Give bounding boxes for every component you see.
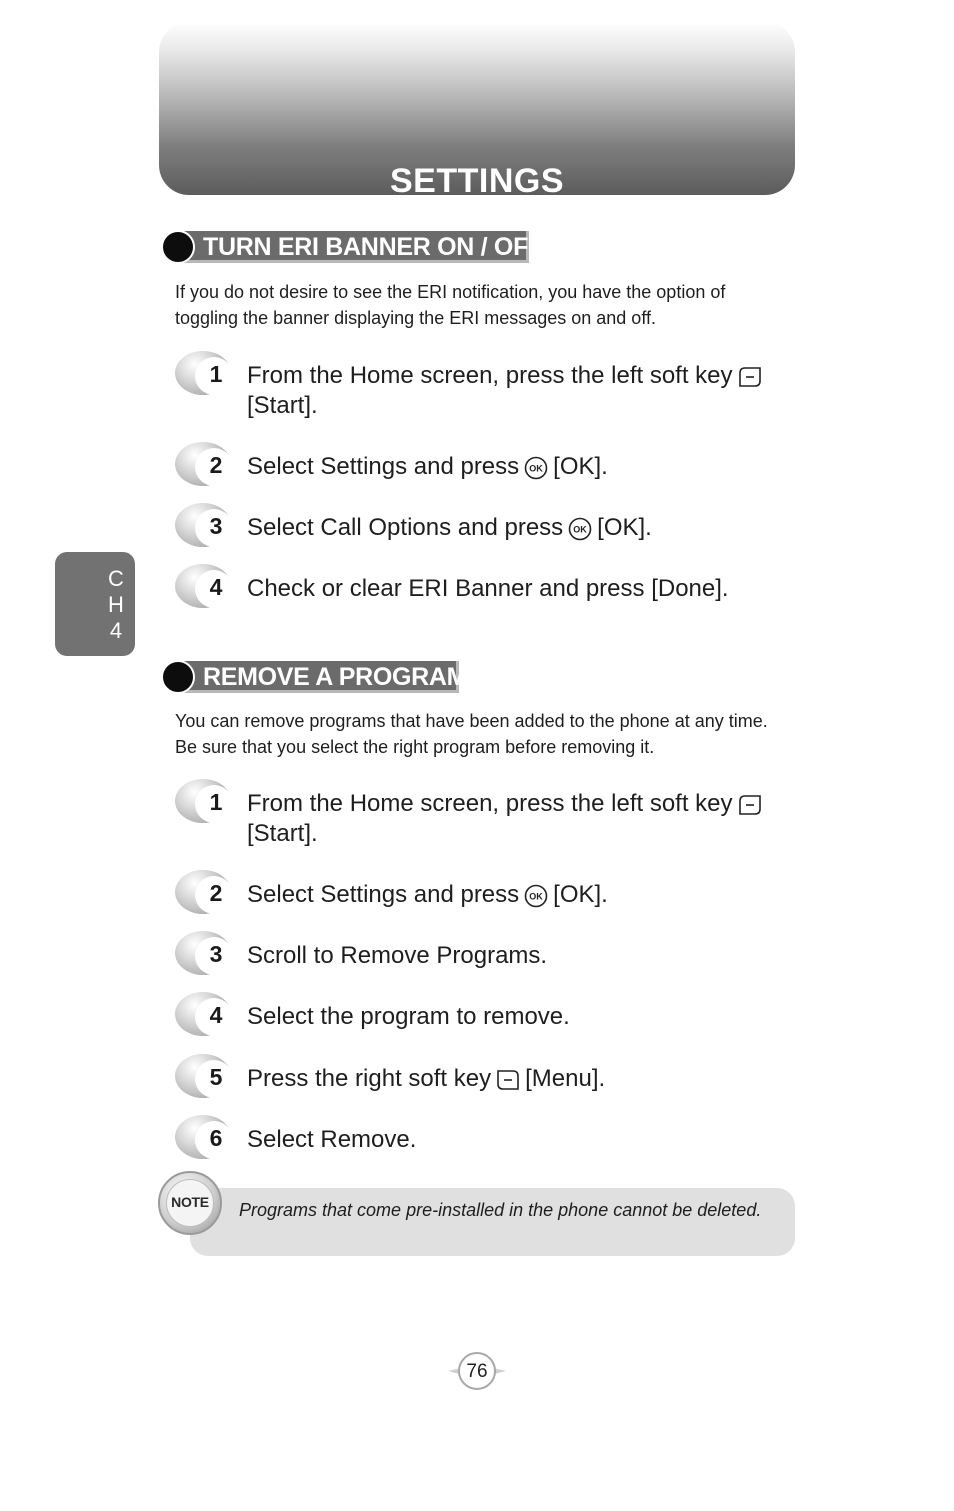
step-text-key-label: [Menu]. bbox=[525, 1065, 606, 1092]
note-badge-label: NOTE bbox=[171, 1194, 209, 1210]
step-text-key-label: [OK]. bbox=[597, 514, 652, 541]
step-text bbox=[247, 452, 807, 482]
chapter-tab-number: 4 bbox=[109, 618, 123, 643]
step-item bbox=[175, 1115, 805, 1165]
step-number: 3 bbox=[209, 513, 223, 539]
step-item bbox=[175, 870, 805, 920]
ok-key-icon bbox=[567, 516, 593, 542]
section-bullet-icon bbox=[161, 660, 195, 694]
note-box bbox=[190, 1188, 795, 1256]
step-text bbox=[247, 513, 807, 543]
step-text bbox=[247, 941, 807, 971]
step-text-main: Check or clear ERI Banner and press [Done]. bbox=[247, 575, 729, 602]
step-text bbox=[247, 361, 807, 421]
step-number: 1 bbox=[209, 361, 223, 387]
step-text bbox=[247, 574, 807, 604]
step-text-main: From the Home screen, press the left soft key bbox=[247, 790, 733, 817]
step-text bbox=[247, 1002, 807, 1032]
step-item bbox=[175, 564, 805, 614]
step-item bbox=[175, 779, 805, 847]
step-text-main: Select Settings and press bbox=[247, 881, 520, 908]
note-text: Programs that come pre-installed in the phone cannot be deleted. bbox=[239, 1200, 762, 1220]
right-soft-key-icon bbox=[495, 1068, 521, 1092]
section-intro: If you do not desire to see the ERI notification, you have the option of toggling the banner displaying the ERI messages on and off. bbox=[175, 282, 726, 328]
step-text-main: Select Settings and press bbox=[247, 453, 520, 480]
step-number: 4 bbox=[209, 1002, 223, 1028]
step-text-main: Press the right soft key bbox=[247, 1065, 492, 1092]
svg-text:OK: OK bbox=[529, 463, 543, 474]
section-title: REMOVE A PROGRAM bbox=[203, 663, 468, 691]
step-item bbox=[175, 992, 805, 1042]
section-bullet-icon bbox=[161, 230, 195, 264]
section-heading-remove-program bbox=[161, 660, 468, 696]
left-soft-key-icon bbox=[737, 793, 763, 817]
step-number: 6 bbox=[209, 1125, 223, 1151]
page-title: SETTINGS bbox=[389, 162, 565, 200]
step-number: 4 bbox=[209, 574, 223, 600]
step-text-main: Select Remove. bbox=[247, 1126, 417, 1153]
step-text bbox=[247, 880, 807, 910]
step-text-main: Select the program to remove. bbox=[247, 1003, 570, 1030]
ok-key-icon bbox=[523, 883, 549, 909]
step-text bbox=[247, 789, 807, 849]
step-text-main: From the Home screen, press the left soft key bbox=[247, 362, 733, 389]
chapter-tab bbox=[55, 552, 135, 656]
step-number: 1 bbox=[209, 789, 223, 815]
step-text-key-label: [Start]. bbox=[247, 392, 318, 419]
step-text-main: Select Call Options and press bbox=[247, 514, 564, 541]
chapter-tab-letter-c: C bbox=[108, 566, 124, 591]
step-number: 2 bbox=[209, 880, 223, 906]
step-text-key-label: [Start]. bbox=[247, 820, 318, 847]
step-text bbox=[247, 1064, 807, 1094]
left-soft-key-icon bbox=[737, 365, 763, 389]
step-text-key-label: [OK]. bbox=[553, 881, 608, 908]
step-item bbox=[175, 503, 805, 553]
step-text-key-label: [OK]. bbox=[553, 453, 608, 480]
step-text-main: Scroll to Remove Programs. bbox=[247, 942, 548, 969]
step-number: 3 bbox=[209, 941, 223, 967]
svg-text:OK: OK bbox=[529, 891, 543, 902]
page-number: 76 bbox=[466, 1361, 488, 1382]
section-intro: You can remove programs that have been added to the phone at any time. Be sure that you select the right program before removing it. bbox=[175, 711, 768, 757]
step-number: 2 bbox=[209, 452, 223, 478]
step-text bbox=[247, 1125, 807, 1155]
step-number: 5 bbox=[209, 1064, 223, 1090]
step-item bbox=[175, 442, 805, 492]
page-header bbox=[159, 22, 795, 200]
step-item bbox=[175, 931, 805, 981]
ok-key-icon bbox=[523, 455, 549, 481]
chapter-tab-letter-h: H bbox=[108, 592, 124, 617]
note-badge-icon bbox=[158, 1171, 222, 1235]
page-number-badge bbox=[448, 1352, 506, 1390]
section-title: TURN ERI BANNER ON / OFF bbox=[203, 233, 544, 261]
step-item bbox=[175, 1054, 805, 1104]
svg-text:OK: OK bbox=[573, 524, 587, 535]
step-item bbox=[175, 351, 805, 419]
section-heading-eri-banner bbox=[161, 230, 544, 266]
